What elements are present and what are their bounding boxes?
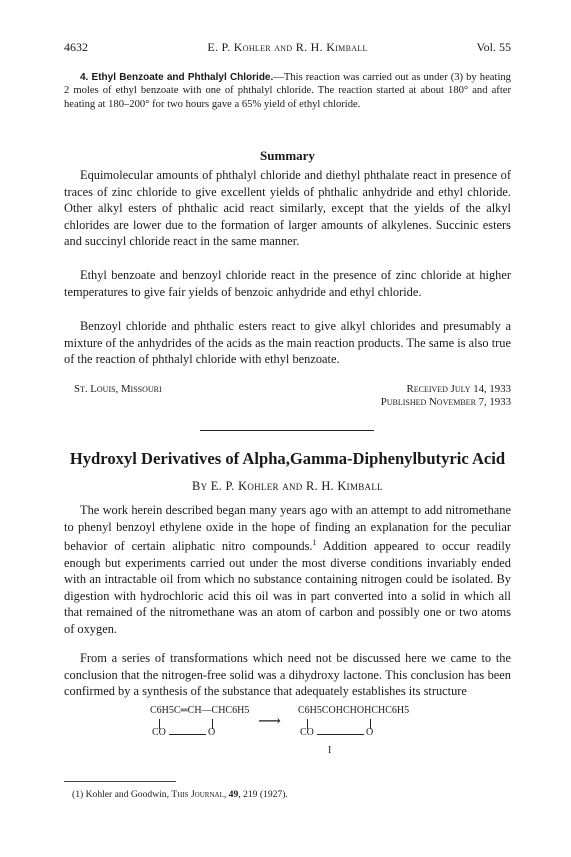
section-4-heading: 4. Ethyl Benzoate and Phthalyl Chloride.	[80, 72, 274, 83]
article-p1-rest: Addition appeared to occur readily enough but experiments carried out under the most diverse conditions invariably ended with an intractable oil from which no substance containing nitrogen could be isolated. By digestion with hydrochloric acid this oil was in part converted into a solid in which all that remained of the nitromethane was an atom of carbon and possibly one or two atoms of oxygen.	[64, 539, 511, 636]
volume-label: Vol. 55	[476, 40, 511, 54]
footnote-rule	[64, 781, 176, 782]
summary-paragraph-2: Ethyl benzoate and benzoyl chloride react in the presence of zinc chloride at higher temperatures to give fair yields of benzoic anhydride and ethyl chloride.	[64, 268, 511, 299]
signature-dates	[381, 383, 511, 409]
reaction-scheme	[150, 705, 430, 765]
article-p1-text: The work herein described began many years ago with an attempt to add nitromethane to phenyl benzoyl ethylene oxide in the hope of finding an explanation for the peculiar behavior of certain aliphatic nitro compounds.	[64, 503, 511, 554]
footnote-ref: 1	[312, 538, 317, 547]
section-4-text: —This reaction was carried out as under (3) by heating 2 moles of ethyl benzoate with one of phthalyl chloride. The reaction started at about 180° and after heating at 180–200° for two hours gave a 65% yield of ethyl chloride.	[64, 72, 511, 110]
running-header	[64, 40, 511, 56]
footnote-rest: , 219 (1927).	[238, 789, 288, 800]
product-co: CO	[300, 727, 314, 738]
summary-paragraph-1: Equimolecular amounts of phthalyl chloride and diethyl phthalate react in presence of traces of zinc chloride to give excellent yields of phthalic anhydride and ethyl chloride. Other alkyl esters of phthalic acid react similarly, except that the yields of the alkyl chlorides are lower due to the formation of larger amounts of alkylenes. Succinic esters and succinyl chloride react in the same manner.	[64, 168, 511, 248]
article-separator	[200, 430, 374, 431]
reaction-arrow: ⟶	[258, 713, 281, 730]
product-formula: C6H5COHCHOHCHC6H5	[298, 705, 410, 716]
page-number: 4632	[64, 40, 88, 54]
summary-heading: Summary	[260, 148, 315, 163]
footnote	[64, 789, 519, 801]
reactant-formula: C6H5C═CH—CHC6H5	[150, 705, 250, 716]
published-date: Published November 7, 1933	[380, 396, 511, 408]
reactant-ring-bond	[169, 734, 206, 735]
footnote-authors: Kohler and Goodwin,	[85, 789, 169, 800]
reactant-o: O	[208, 727, 216, 738]
compound-label: I	[328, 745, 332, 756]
article-title: Hydroxyl Derivatives of Alpha,Gamma-Diphenylbutyric Acid	[69, 449, 506, 468]
reactant-co: CO	[152, 727, 166, 738]
signature-block	[64, 383, 511, 411]
product-o: O	[366, 727, 374, 738]
footnote-journal: This Journal,	[171, 789, 227, 800]
article-paragraph-2: From a series of transformations which need not be discussed here we came to the conclusion that the nitrogen-free solid was a dihydroxy lactone. This conclusion has been confirmed by a synthesis of the substance that adequately establishes its structure	[64, 651, 511, 698]
running-authors: E. P. Kohler and R. H. Kimball	[207, 40, 368, 54]
signature-location: St. Louis, Missouri	[74, 383, 162, 395]
footnote-mark: (1)	[72, 789, 84, 800]
summary-paragraph-3: Benzoyl chloride and phthalic esters react to give alkyl chlorides and presumably a mixture of the anhydrides of the acids as the main reaction products. The same is also true of the reaction of phthalyl chloride with ethyl benzoate.	[64, 319, 511, 366]
received-date: Received July 14, 1933	[406, 383, 511, 395]
article-byline: By E. P. Kohler and R. H. Kimball	[192, 479, 383, 493]
footnote-volume: 49	[228, 789, 239, 800]
section-4-paragraph	[64, 71, 511, 111]
product-ring-bond	[317, 734, 364, 735]
article-paragraph-1	[64, 502, 511, 637]
